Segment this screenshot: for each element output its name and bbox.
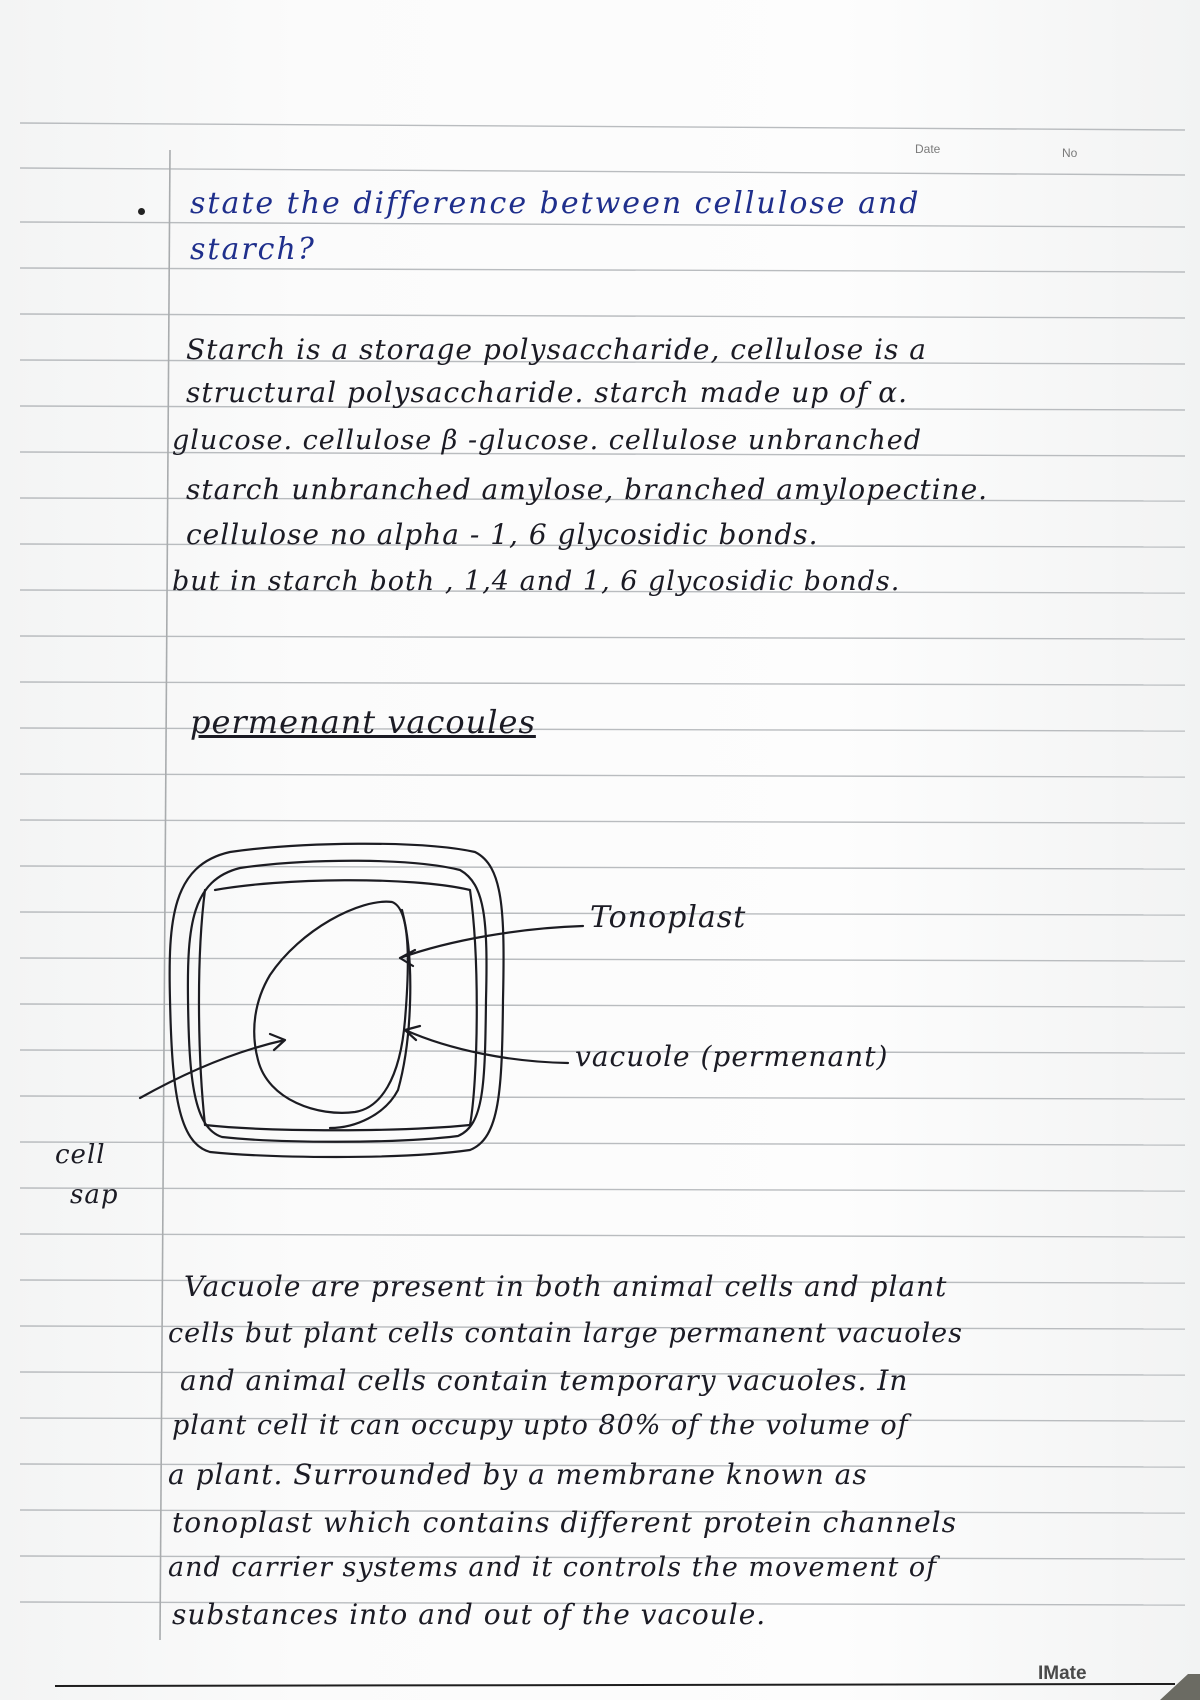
cell-sap-arrow xyxy=(140,1034,285,1098)
tonoplast-line xyxy=(330,910,410,1128)
answer-line-4: starch unbranched amylose, branched amylopectine. xyxy=(186,473,989,506)
paragraph-line-4: plant cell it can occupy upto 80% of the volume of xyxy=(172,1410,909,1441)
number-label: No xyxy=(1062,146,1078,160)
tonoplast-arrow xyxy=(400,926,583,966)
answer-line-3: glucose. cellulose β -glucose. cellulose unbranched xyxy=(172,425,923,456)
paragraph-line-3: and animal cells contain temporary vacuoles. In xyxy=(180,1364,909,1397)
question-line-1: state the difference between cellulose and xyxy=(190,186,921,221)
cytoplasm-membrane xyxy=(199,880,477,1130)
paragraph-line-8: substances into and out of the vacoule. xyxy=(172,1598,767,1631)
paragraph-line-7: and carrier systems and it controls the movement of xyxy=(168,1552,938,1583)
cell-wall-inner xyxy=(188,861,487,1142)
cell-sap-label-2: sap xyxy=(70,1180,119,1210)
cell-sap-label-1: cell xyxy=(55,1140,106,1170)
section-heading: permenant vacoules xyxy=(190,703,536,741)
date-label: Date xyxy=(915,142,941,156)
question-line-2: starch? xyxy=(190,232,316,267)
answer-line-2: structural polysaccharide. starch made up of α. xyxy=(186,376,909,409)
paragraph-line-6: tonoplast which contains different protein channels xyxy=(172,1506,958,1539)
vacuole-outline xyxy=(254,902,408,1113)
paragraph-line-1: Vacuole are present in both animal cells and plant xyxy=(184,1270,948,1303)
cell-wall-outer xyxy=(170,844,504,1157)
answer-line-5: cellulose no alpha - 1, 6 glycosidic bonds. xyxy=(186,518,819,551)
paragraph-line-2: cells but plant cells contain large permanent vacuoles xyxy=(168,1318,964,1349)
brand-logo: IMate xyxy=(1038,1663,1087,1684)
paragraph-line-5: a plant. Surrounded by a membrane known as xyxy=(168,1458,868,1491)
tonoplast-label: Tonoplast xyxy=(590,900,747,935)
answer-line-6: but in starch both , 1,4 and 1, 6 glycosidic bonds. xyxy=(172,566,901,597)
vacuole-label: vacuole (permenant) xyxy=(575,1040,889,1073)
answer-line-1: Starch is a storage polysaccharide, cellulose is a xyxy=(186,333,928,366)
